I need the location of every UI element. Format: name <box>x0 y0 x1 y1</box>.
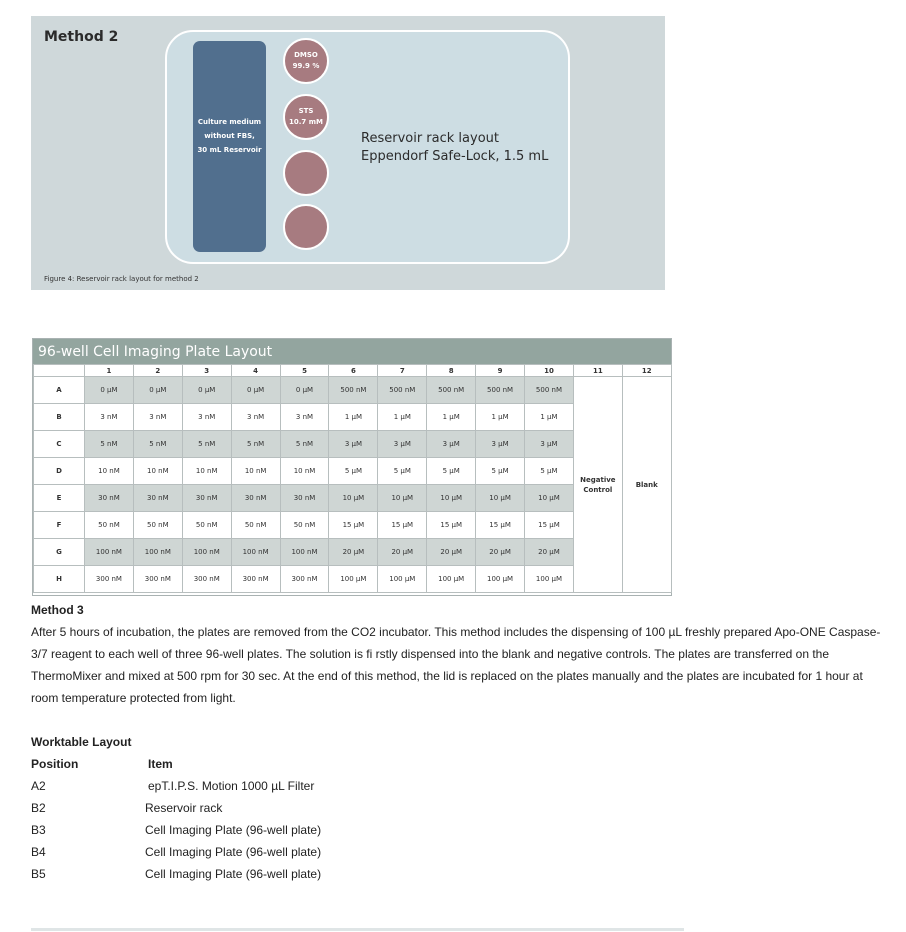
well-cell: 300 nM <box>182 566 231 593</box>
well-cell: 5 µM <box>378 458 427 485</box>
well-cell: 3 nM <box>85 404 134 431</box>
well-cell: 5 µM <box>329 458 378 485</box>
plate-table <box>33 364 672 593</box>
well-cell: 5 nM <box>280 431 329 458</box>
well-cell: 100 nM <box>280 539 329 566</box>
well-cell: 10 µM <box>329 485 378 512</box>
column-header: 1 <box>85 365 134 377</box>
well-cell: 20 µM <box>525 539 574 566</box>
plate-layout-figure <box>32 338 672 596</box>
well-cell: 300 nM <box>231 566 280 593</box>
worktable-position: B2 <box>31 801 46 815</box>
row-label: B <box>34 404 85 431</box>
well-cell: 300 nM <box>133 566 182 593</box>
tube-empty <box>283 150 329 196</box>
well-cell: 1 µM <box>329 404 378 431</box>
well-cell: 10 µM <box>476 485 525 512</box>
well-cell: 5 µM <box>525 458 574 485</box>
column-header: 9 <box>476 365 525 377</box>
row-label: F <box>34 512 85 539</box>
well-cell: 15 µM <box>476 512 525 539</box>
well-cell: 50 nM <box>85 512 134 539</box>
well-cell: 50 nM <box>280 512 329 539</box>
well-cell: 10 nM <box>85 458 134 485</box>
figure-caption: Figure 4: Reservoir rack layout for method 2 <box>44 275 199 283</box>
well-cell: 3 µM <box>329 431 378 458</box>
well-cell: 10 nM <box>182 458 231 485</box>
well-cell: 15 µM <box>525 512 574 539</box>
well-cell: 300 nM <box>85 566 134 593</box>
well-cell: 0 µM <box>182 377 231 404</box>
well-cell: 5 µM <box>427 458 476 485</box>
worktable-heading: Worktable Layout <box>31 735 132 749</box>
method3-description: After 5 hours of incubation, the plates are removed from the CO2 incubator. This method includes the dispensing of 100 µL freshly prepared Apo-ONE Caspase-3/7 reagent to each well of three 96-well plates. The solution is fi rstly dispensed into the blank and negative controls. The plates are transferred on the ThermoMixer and mixed at 500 rpm for 30 sec. At the end of this method, the lid is replaced on the plates manually and the plates are incubated for 1 hour at room temperature protected from light. <box>31 625 881 705</box>
column-header: 2 <box>133 365 182 377</box>
well-cell: 10 nM <box>280 458 329 485</box>
column-header: 4 <box>231 365 280 377</box>
well-cell: 5 nM <box>85 431 134 458</box>
well-cell: 5 µM <box>476 458 525 485</box>
well-cell: 20 µM <box>427 539 476 566</box>
worktable-position: B5 <box>31 867 46 881</box>
plate-title: 96-well Cell Imaging Plate Layout <box>33 339 671 364</box>
column-header-item: Item <box>148 757 173 771</box>
well-cell: 100 nM <box>133 539 182 566</box>
well-cell: 500 nM <box>476 377 525 404</box>
header-corner <box>34 365 85 377</box>
worktable-position: B3 <box>31 823 46 837</box>
well-cell: 500 nM <box>427 377 476 404</box>
reservoir-label: Culture medium without FBS, 30 mL Reservoir <box>197 118 262 154</box>
section-divider <box>31 928 684 931</box>
worktable-position: B4 <box>31 845 46 859</box>
well-cell: 100 µM <box>329 566 378 593</box>
tube-sts: STS 10.7 mM <box>283 94 329 140</box>
well-cell: 1 µM <box>378 404 427 431</box>
well-cell: 100 µM <box>427 566 476 593</box>
column-header: 7 <box>378 365 427 377</box>
column-header: 8 <box>427 365 476 377</box>
well-cell: 20 µM <box>378 539 427 566</box>
well-cell: 30 nM <box>280 485 329 512</box>
reservoir-rack-figure <box>31 16 665 290</box>
rack-caption: Reservoir rack layout Eppendorf Safe-Lock, 1.5 mL <box>361 131 549 164</box>
well-cell: 500 nM <box>525 377 574 404</box>
well-cell: 300 nM <box>280 566 329 593</box>
row-label: C <box>34 431 85 458</box>
well-cell: 100 nM <box>231 539 280 566</box>
well-cell: 50 nM <box>182 512 231 539</box>
well-cell: 500 nM <box>329 377 378 404</box>
well-cell: 10 nM <box>231 458 280 485</box>
well-cell: 3 µM <box>427 431 476 458</box>
well-cell: 5 nM <box>182 431 231 458</box>
row-label: G <box>34 539 85 566</box>
reservoir-container <box>193 41 266 252</box>
well-cell: 100 µM <box>525 566 574 593</box>
well-cell: 500 nM <box>378 377 427 404</box>
row-label: A <box>34 377 85 404</box>
well-cell: 3 µM <box>476 431 525 458</box>
worktable-position: A2 <box>31 779 46 793</box>
well-cell: 3 µM <box>378 431 427 458</box>
tube-dmso: DMSO 99.9 % <box>283 38 329 84</box>
well-cell: 30 nM <box>182 485 231 512</box>
column-header: 12 <box>622 365 671 377</box>
row-label: D <box>34 458 85 485</box>
well-cell: 3 nM <box>231 404 280 431</box>
well-cell: 3 nM <box>182 404 231 431</box>
well-cell: 20 µM <box>476 539 525 566</box>
row-label: E <box>34 485 85 512</box>
well-cell: 30 nM <box>85 485 134 512</box>
well-cell: 10 nM <box>133 458 182 485</box>
column-header: 11 <box>573 365 622 377</box>
well-cell: 10 µM <box>427 485 476 512</box>
well-cell: 5 nM <box>133 431 182 458</box>
worktable-item: Cell Imaging Plate (96-well plate) <box>145 845 322 859</box>
row-label: H <box>34 566 85 593</box>
well-cell: 1 µM <box>525 404 574 431</box>
well-cell: 1 µM <box>476 404 525 431</box>
worktable-item: Reservoir rack <box>145 801 223 815</box>
tube-empty <box>283 204 329 250</box>
worktable-item: Cell Imaging Plate (96-well plate) <box>145 823 322 837</box>
well-cell: 10 µM <box>525 485 574 512</box>
method3-heading: Method 3 <box>31 603 84 617</box>
column-header: 10 <box>525 365 574 377</box>
well-cell: 15 µM <box>427 512 476 539</box>
negative-control-cell: Negative Control <box>573 377 622 593</box>
well-cell: 50 nM <box>231 512 280 539</box>
well-cell: 30 nM <box>133 485 182 512</box>
well-cell: 0 µM <box>231 377 280 404</box>
well-cell: 0 µM <box>85 377 134 404</box>
figure-title: Method 2 <box>44 29 119 45</box>
well-cell: 15 µM <box>329 512 378 539</box>
well-cell: 100 µM <box>378 566 427 593</box>
column-header-position: Position <box>31 757 79 771</box>
well-cell: 100 µM <box>476 566 525 593</box>
plate-row <box>34 377 672 404</box>
worktable-item: Cell Imaging Plate (96-well plate) <box>145 867 322 881</box>
well-cell: 5 nM <box>231 431 280 458</box>
reservoir-rack <box>165 30 570 264</box>
well-cell: 3 µM <box>525 431 574 458</box>
well-cell: 10 µM <box>378 485 427 512</box>
well-cell: 0 µM <box>280 377 329 404</box>
column-header: 5 <box>280 365 329 377</box>
well-cell: 30 nM <box>231 485 280 512</box>
well-cell: 1 µM <box>427 404 476 431</box>
well-cell: 15 µM <box>378 512 427 539</box>
well-cell: 20 µM <box>329 539 378 566</box>
column-header: 3 <box>182 365 231 377</box>
well-cell: 100 nM <box>182 539 231 566</box>
well-cell: 100 nM <box>85 539 134 566</box>
well-cell: 0 µM <box>133 377 182 404</box>
well-cell: 3 nM <box>280 404 329 431</box>
column-header: 6 <box>329 365 378 377</box>
well-cell: 3 nM <box>133 404 182 431</box>
worktable-item: epT.I.P.S. Motion 1000 µL Filter <box>148 779 315 793</box>
blank-cell: Blank <box>622 377 671 593</box>
well-cell: 50 nM <box>133 512 182 539</box>
